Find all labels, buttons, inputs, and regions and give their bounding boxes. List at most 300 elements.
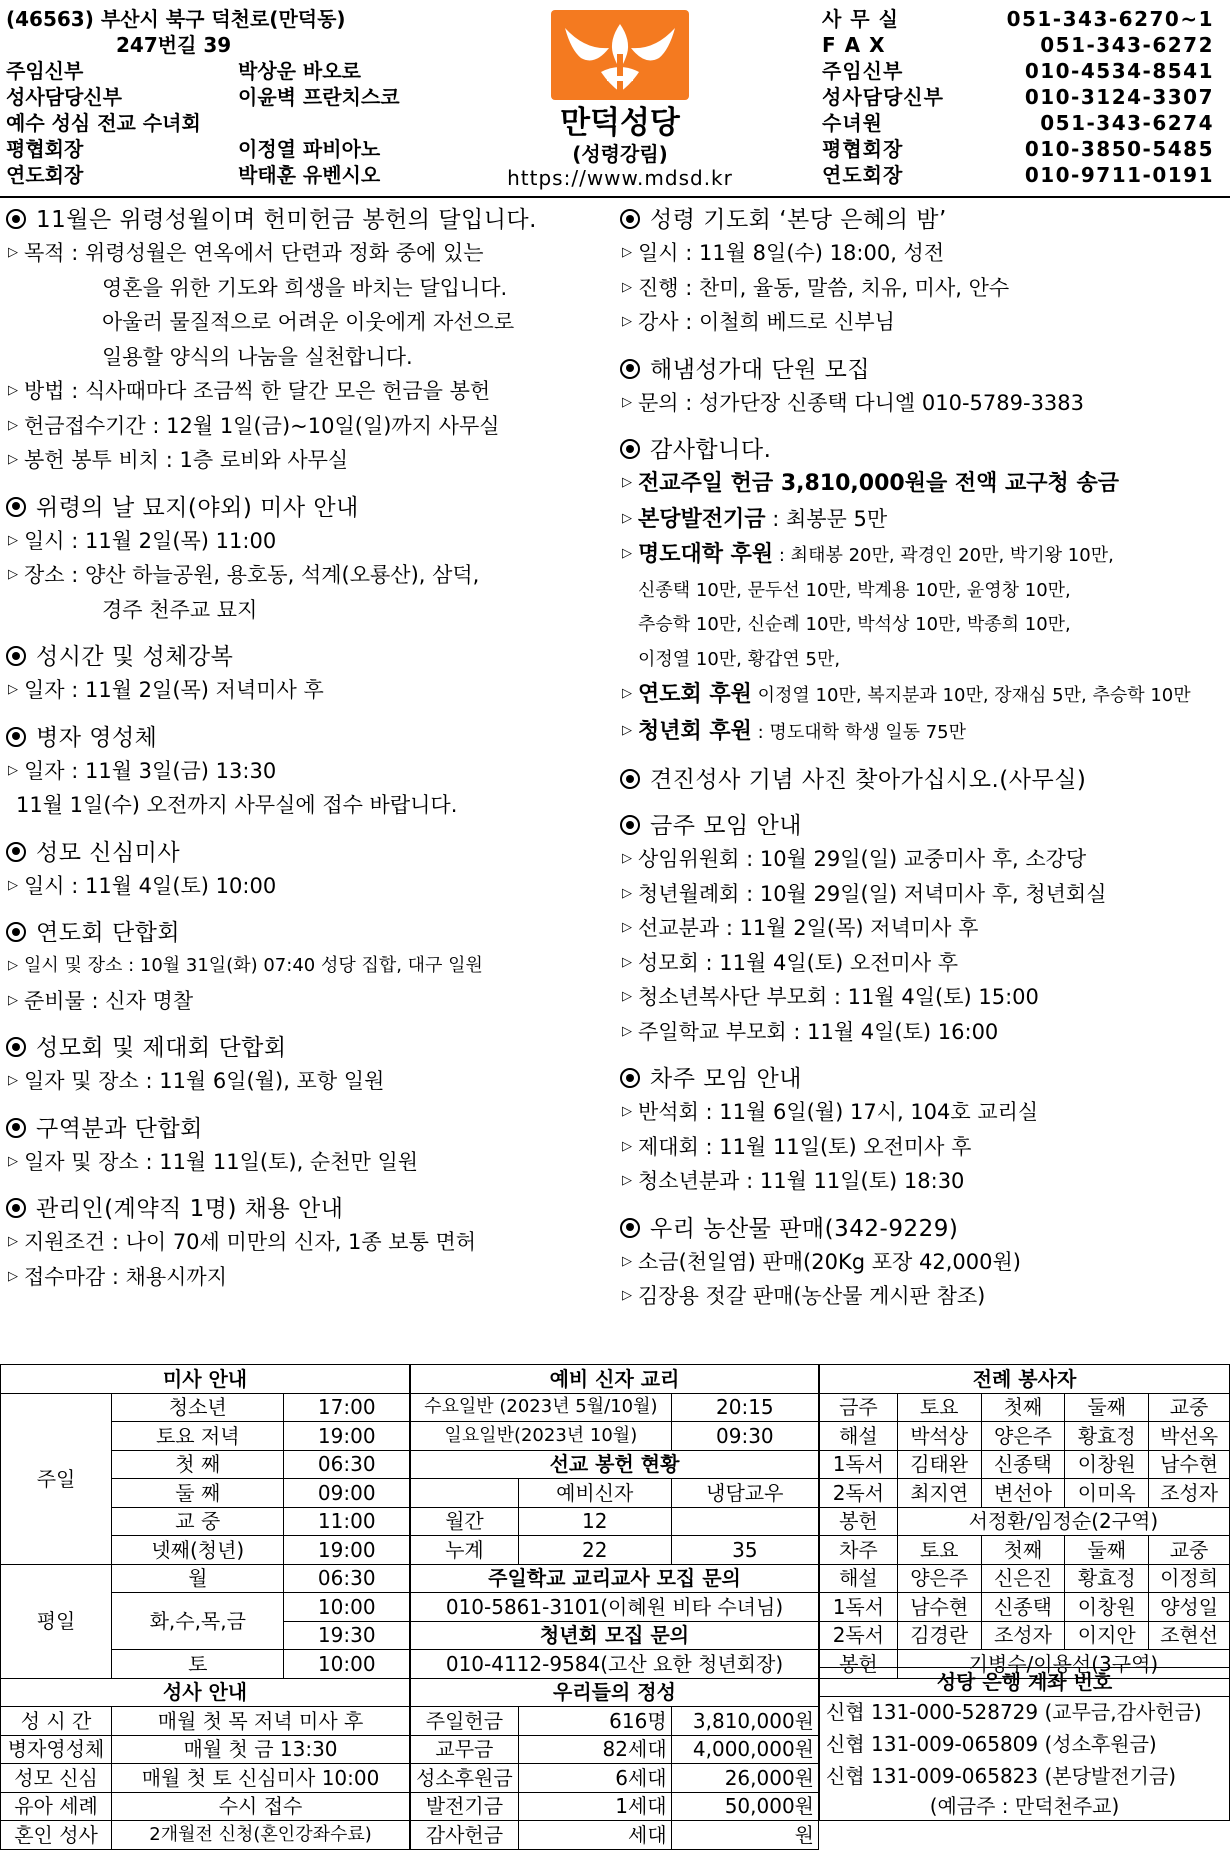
liturgy-head: 둘째 [1065,1536,1149,1565]
notice-title-text: 금주 모임 안내 [650,813,802,839]
mass-time: 10:00 [284,1593,410,1622]
liturgy-role: 1독서 [820,1450,898,1479]
mission-period: 누계 [411,1536,519,1565]
notice-line-text: 장소 : 양산 하늘공원, 용호동, 석계(오룡산), 삼덕, [24,563,480,587]
offering-amount: 3,810,000원 [671,1707,818,1736]
liturgy-server: 양성일 [1149,1593,1230,1622]
table-row [820,1668,1230,1697]
liturgy-head: 첫째 [981,1536,1065,1565]
liturgy-server: 이창원 [1065,1593,1149,1622]
table-row [820,1760,1230,1792]
notice-line [6,673,616,708]
notice-section [6,917,616,1018]
notice-line [620,877,1226,912]
header-contact-row [822,136,1222,162]
header-left-value: 이정열 파비아노 [238,137,381,161]
triangle-bullet-icon: ▷ [622,279,632,295]
table-row [411,1792,819,1821]
offering-type: 발전기금 [411,1792,519,1821]
notice-line [620,386,1226,421]
notice-line-text: 반석회 : 11월 6일(월) 17시, 104호 교리실 [638,1100,1039,1124]
notice-title [6,492,616,524]
sunday-school-title: 주일학교 교리교사 모집 문의 [411,1564,819,1593]
liturgy-server: 신종택 [981,1593,1065,1622]
notice-line [620,842,1226,877]
notice-line-text: 제대회 : 11월 11일(토) 오전미사 후 [638,1134,972,1159]
notice-line [6,949,616,984]
notice-line [620,911,1226,946]
mission-value [671,1507,818,1536]
header-left-label: 성사담당신부 [6,85,122,109]
notice-line-text: 준비물 : 신자 명찰 [24,988,194,1013]
liturgy-head: 토요 [897,1393,981,1422]
liturgy-role: 1독서 [820,1593,898,1622]
table-row [411,1678,819,1707]
notice-title [6,1032,616,1064]
notice-line-text: 목적 : 위령성월은 연옥에서 단련과 정화 중에 있는 [24,241,484,265]
table-row [411,1735,819,1764]
notice-title-text: 성모회 및 제대회 단합회 [36,1035,287,1061]
youth-title: 청년회 모집 문의 [411,1621,819,1650]
table-row [820,1564,1230,1593]
notice-title [620,810,1226,842]
header-left-row [6,136,526,162]
target-bullet-icon [6,1118,26,1138]
triangle-bullet-icon: ▷ [8,1153,18,1169]
mass-time: 09:00 [284,1479,410,1508]
notice-line-text: 아울러 물질적으로 어려운 이웃에게 자선으로 [102,310,515,334]
notice-line [620,946,1226,981]
bank-accounts-table [819,1667,1230,1821]
notice-title-text: 성모 신심미사 [36,839,181,866]
triangle-bullet-icon: ▷ [8,877,18,893]
sacrament-schedule: 매월 첫 토 신심미사 10:00 [112,1764,410,1793]
triangle-bullet-icon: ▷ [622,475,632,490]
mass-time: 19:00 [284,1422,410,1451]
notice-title-text: 연도회 단합회 [36,920,181,946]
target-bullet-icon [620,209,640,229]
header-left-value: 박태훈 유벤시오 [238,163,381,187]
triangle-bullet-icon: ▷ [8,958,18,973]
weekday-label: 평일 [1,1564,112,1678]
sacrament-name: 유아 세례 [1,1792,112,1821]
table-row [411,1707,819,1736]
liturgy-servers-table [819,1364,1230,1679]
notice-line [620,980,1226,1015]
mass-time: 19:00 [284,1536,410,1565]
notice-section [6,204,616,478]
notice-section [620,1063,1226,1199]
notice-line-text: 헌금접수기간 : 12월 1일(금)~10일(일)까지 사무실 [24,413,500,438]
mass-name: 교 중 [112,1507,284,1536]
triangle-bullet-icon: ▷ [8,1073,18,1088]
notice-line [6,1145,616,1180]
offering-count: 82세대 [518,1735,671,1764]
notice-line-text: 김장용 젓갈 판매(농산물 게시판 참조) [638,1284,986,1308]
notice-line-text: 11월 1일(수) 오전까지 사무실에 접수 바랍니다. [16,793,458,817]
notice-section [620,434,1226,750]
notice-line-text: : 최봉문 5만 [765,506,888,531]
notice-line-text: 소금(천일염) 판매(20Kg 포장 42,000원) [638,1249,1021,1274]
target-bullet-icon [620,439,640,459]
table-row [411,1764,819,1793]
triangle-bullet-icon: ▷ [8,992,18,1008]
table-row [820,1422,1230,1451]
church-subtitle: (성령강림) [572,142,668,166]
header-left-label: 평협회장 [6,137,84,161]
notice-section [6,722,616,823]
table-row [1,1821,410,1850]
notice-line-text: 일자 및 장소 : 11월 6일(월), 포항 일원 [24,1069,385,1093]
notice-line [6,236,616,271]
header-info-left [6,6,526,188]
liturgy-server: 이미옥 [1065,1479,1149,1508]
header-left-row [6,32,526,58]
liturgy-role: 해설 [820,1564,898,1593]
mass-name: 월 [112,1564,284,1593]
liturgy-server: 이정희 [1149,1564,1230,1593]
header-contact-row [822,32,1222,58]
sacrament-name: 병자영성체 [1,1735,112,1764]
target-bullet-icon [6,727,26,747]
notice-line-text: 일시 및 장소 : 10월 31일(화) 07:40 성당 집합, 대구 일원 [24,955,483,976]
contact-label: 평협회장 [822,137,904,161]
sacrament-schedule: 매월 첫 금 13:30 [112,1735,410,1764]
notice-line-text: 일자 : 11월 2일(목) 저녁미사 후 [24,678,324,702]
notice-line [6,869,616,904]
offering-type: 성소후원금 [411,1764,519,1793]
triangle-bullet-icon: ▷ [622,954,632,970]
notice-line-text: 청소년복사단 부모회 : 11월 4일(토) 15:00 [638,985,1039,1009]
triangle-bullet-icon: ▷ [8,567,18,582]
mass-name: 토 [112,1650,284,1679]
liturgy-server: 신종택 [981,1450,1065,1479]
liturgy-server: 조성자 [1149,1479,1230,1508]
table-row [1,1764,410,1793]
offering-count: 6세대 [518,1764,671,1793]
notice-line [620,1245,1226,1280]
liturgy-head: 첫째 [981,1393,1065,1422]
liturgy-server: 황효정 [1065,1422,1149,1451]
contact-label: 연도회장 [822,163,904,187]
mission-value: 22 [518,1536,671,1565]
notice-line-bold: 전교주일 헌금 3,810,000원을 전액 교구청 송금 [638,471,1119,496]
notice-title [620,1063,1226,1095]
target-bullet-icon [620,359,640,379]
mission-head: 냉담교우 [671,1479,818,1508]
church-url-link[interactable]: https://www.mdsd.kr [507,166,733,190]
notice-line [6,1260,616,1295]
sacrament-name: 혼인 성사 [1,1821,112,1850]
table-row [820,1450,1230,1479]
bank-account: 신협 131-000-528729 (교무금,감사헌금) [820,1696,1230,1728]
notice-section [620,810,1226,1049]
mass-time: 10:00 [284,1650,410,1679]
notice-section [6,641,616,708]
youth-contact: 010-4112-9584(고산 요한 청년회장) [411,1650,819,1679]
notice-section [6,1113,616,1180]
target-bullet-icon [6,646,26,666]
sacrament-title: 성사 안내 [1,1678,410,1707]
header-contact-row [822,84,1222,110]
contact-phone: 010-3124-3307 [1024,85,1214,109]
liturgy-role: 해설 [820,1422,898,1451]
target-bullet-icon [620,769,640,789]
bank-account: 신협 131-009-065809 (성소후원금) [820,1728,1230,1760]
contact-label: F A X [822,33,886,57]
liturgy-head: 교중 [1149,1393,1230,1422]
table-row [411,1536,819,1565]
notice-line-text: 상임위원회 : 10월 29일(일) 교중미사 후, 소강당 [638,847,1087,871]
notice-title [620,434,1226,466]
contact-phone: 010-4534-8541 [1024,59,1214,83]
mass-title: 미사 안내 [1,1365,410,1394]
header-left-label: 연도회장 [6,163,84,187]
notice-line-text: 선교분과 : 11월 2일(목) 저녁미사 후 [638,916,979,940]
liturgy-role: 봉헌 [820,1650,898,1679]
notice-line-text: 일용할 양식의 나눔을 실천합니다. [102,344,413,369]
notice-line [620,502,1226,538]
liturgy-server: 최지연 [897,1479,981,1508]
triangle-bullet-icon: ▷ [622,394,632,410]
contact-phone: 051-343-6272 [1040,33,1214,57]
offering-count: 1세대 [518,1792,671,1821]
class-time: 20:15 [671,1393,818,1422]
liturgy-offer-servers: 기병수/이용선(3구역) [897,1650,1229,1679]
header-left-row [6,162,526,188]
triangle-bullet-icon: ▷ [622,686,632,701]
liturgy-server: 조현선 [1149,1621,1230,1650]
table-row [1,1678,410,1707]
liturgy-server: 변선아 [981,1479,1065,1508]
notice-line-text: : 명도대학 학생 일동 75만 [751,721,966,743]
triangle-bullet-icon: ▷ [8,682,18,697]
offering-type: 교무금 [411,1735,519,1764]
notice-line [620,1095,1226,1130]
notice-title-text: 차주 모임 안내 [650,1066,802,1092]
triangle-bullet-icon: ▷ [622,1138,632,1154]
offering-count: 616명 [518,1707,671,1736]
header-left-value: 박상운 바오로 [238,59,361,83]
notice-line [6,443,616,478]
liturgy-head: 차주 [820,1536,898,1565]
table-row [411,1422,819,1451]
target-bullet-icon [6,497,26,517]
header-left-label: 주임신부 [6,59,84,83]
notice-line-text: 방법 : 식사때마다 조금씩 한 달간 모은 헌금을 봉헌 [24,379,491,403]
mass-name: 첫 째 [112,1450,284,1479]
notice-line [6,1225,616,1260]
notice-line [620,466,1226,502]
sunday-label: 주일 [1,1393,112,1564]
liturgy-server: 양은주 [981,1422,1065,1451]
table-row [820,1696,1230,1728]
liturgy-server: 남수현 [1149,1450,1230,1479]
class-name: 일요일반(2023년 10월) [411,1422,672,1451]
table-row [411,1821,819,1850]
catechism-table [410,1364,819,1850]
table-row [820,1536,1230,1565]
notice-line [620,677,1226,714]
liturgy-offer-servers: 서정환/임정순(2구역) [897,1507,1229,1536]
liturgy-server: 조성자 [981,1621,1065,1650]
notice-title [620,1213,1226,1245]
notice-line-text: 봉헌 봉투 비치 : 1층 로비와 사무실 [24,448,349,472]
header-left-value: 이윤벽 프란치스코 [238,85,400,109]
offering-type: 감사헌금 [411,1821,519,1850]
mass-time: 06:30 [284,1450,410,1479]
table-row [820,1792,1230,1821]
notice-line-text: 일자 및 장소 : 11월 11일(토), 순천만 일원 [24,1149,419,1174]
triangle-bullet-icon: ▷ [622,722,632,738]
notice-line [620,1015,1226,1050]
target-bullet-icon [620,815,640,835]
info-tables [0,1364,1230,1851]
header-contact-row [822,162,1222,188]
liturgy-server: 이창원 [1065,1450,1149,1479]
triangle-bullet-icon: ▷ [8,762,18,778]
notice-section [6,837,616,904]
table-row [411,1393,819,1422]
sacrament-name: 성모 신심 [1,1764,112,1793]
notice-line [620,236,1226,271]
notice-line [6,1064,616,1099]
class-time: 09:30 [671,1422,818,1451]
triangle-bullet-icon: ▷ [622,1253,632,1269]
notice-line [6,340,616,375]
mass-schedule-table [0,1364,410,1850]
triangle-bullet-icon: ▷ [622,920,632,935]
notice-line-text: 일시 : 11월 2일(목) 11:00 [24,528,277,553]
table-row [411,1507,819,1536]
mass-name: 둘 째 [112,1479,284,1508]
notice-line [6,409,616,444]
notice-title [6,641,616,673]
notice-line [620,1130,1226,1165]
notice-title [6,204,616,236]
triangle-bullet-icon: ▷ [622,546,632,561]
header-left-row [6,110,526,136]
notice-title [620,764,1226,796]
table-row [411,1650,819,1679]
header-left-label: (46563) 부산시 북구 덕천로(만덕동) [6,7,346,31]
notice-title [620,354,1226,386]
mass-time: 06:30 [284,1564,410,1593]
table-row [820,1393,1230,1422]
notice-line-text: 일시 : 11월 8일(수) 18:00, 성전 [638,241,945,265]
notice-line-text: 문의 : 성가단장 신종택 다니엘 010-5789-3383 [638,390,1085,415]
notice-title-text: 해냄성가대 단원 모집 [650,356,871,383]
table-cell [411,1479,519,1508]
notice-title-text: 위령의 날 묘지(야외) 미사 안내 [36,494,359,521]
header-left-address: 247번길 39 [116,33,232,57]
liturgy-server: 남수현 [897,1593,981,1622]
table-row [1,1393,410,1422]
notice-section [620,1213,1226,1314]
target-bullet-icon [6,922,26,942]
triangle-bullet-icon: ▷ [8,1234,18,1249]
notice-line [620,1279,1226,1314]
notice-section [6,492,616,628]
notice-line [6,558,616,593]
offering-amount: 26,000원 [671,1764,818,1793]
triangle-bullet-icon: ▷ [622,1288,632,1303]
notice-line [6,984,616,1019]
notice-line-text: 일자 : 11월 3일(금) 13:30 [24,758,277,783]
notice-title [6,1113,616,1145]
notice-section [6,1032,616,1099]
notice-title-text: 우리 농산물 판매(342-9229) [650,1215,959,1242]
notice-title-text: 관리인(계약직 1명) 채용 안내 [36,1196,344,1222]
liturgy-server: 황효정 [1065,1564,1149,1593]
triangle-bullet-icon: ▷ [8,532,18,548]
table-row [411,1593,819,1622]
notice-title [6,1193,616,1225]
bank-title: 성당 은행 계좌 번호 [820,1668,1230,1697]
bank-holder: (예금주 : 만덕천주교) [820,1792,1230,1821]
class-name: 수요일반 (2023년 5월/10월) [411,1393,672,1422]
table-row [820,1507,1230,1536]
notice-title-text: 11월은 위령성월이며 헌미헌금 봉헌의 달입니다. [36,207,537,233]
liturgy-head: 교중 [1149,1536,1230,1565]
triangle-bullet-icon: ▷ [622,885,632,901]
table-row [820,1593,1230,1622]
notices-area [0,198,1230,1364]
notice-line [620,1164,1226,1199]
notice-line-bold: 청년회 후원 [638,718,752,744]
mass-name: 넷째(청년) [112,1536,284,1565]
header-contact-row [822,58,1222,84]
header-contacts-right [822,6,1222,188]
notice-title-text: 성시간 및 성체강복 [36,644,234,670]
notice-line [6,271,616,306]
target-bullet-icon [6,209,26,229]
liturgy-server: 신은진 [981,1564,1065,1593]
triangle-bullet-icon: ▷ [8,1268,18,1284]
notice-line [6,754,616,789]
notice-line [620,271,1226,306]
notice-section [6,1193,616,1294]
table-row [411,1450,819,1479]
notice-line-text: : 최태봉 20만, 곽경인 20만, 박기왕 10만, [773,545,1114,566]
offering-amount: 50,000원 [671,1792,818,1821]
triangle-bullet-icon: ▷ [8,383,18,398]
liturgy-head: 토요 [897,1536,981,1565]
triangle-bullet-icon: ▷ [622,314,632,329]
catechism-title: 예비 신자 교리 [411,1365,819,1394]
mass-name: 청소년 [112,1393,284,1422]
header-center [470,10,770,190]
table-row [411,1564,819,1593]
target-bullet-icon [6,1037,26,1057]
target-bullet-icon [620,1218,640,1238]
liturgy-server: 박선옥 [1149,1422,1230,1451]
mission-head: 예비신자 [518,1479,671,1508]
triangle-bullet-icon: ▷ [622,989,632,1004]
liturgy-server: 김경란 [897,1621,981,1650]
notice-line-text: 진행 : 찬미, 율동, 말씀, 치유, 미사, 안수 [638,275,1010,300]
notice-title-text: 병자 영성체 [36,724,158,751]
liturgy-title: 전례 봉사자 [820,1365,1230,1394]
mission-period: 월간 [411,1507,519,1536]
target-bullet-icon [6,842,26,862]
table-row [1,1707,410,1736]
notice-line-text: 강사 : 이철희 베드로 신부님 [638,310,895,334]
notice-line-text: 경주 천주교 묘지 [102,597,258,622]
contact-phone: 051-343-6274 [1040,111,1214,135]
header-left-row [6,6,526,32]
mass-time: 11:00 [284,1507,410,1536]
